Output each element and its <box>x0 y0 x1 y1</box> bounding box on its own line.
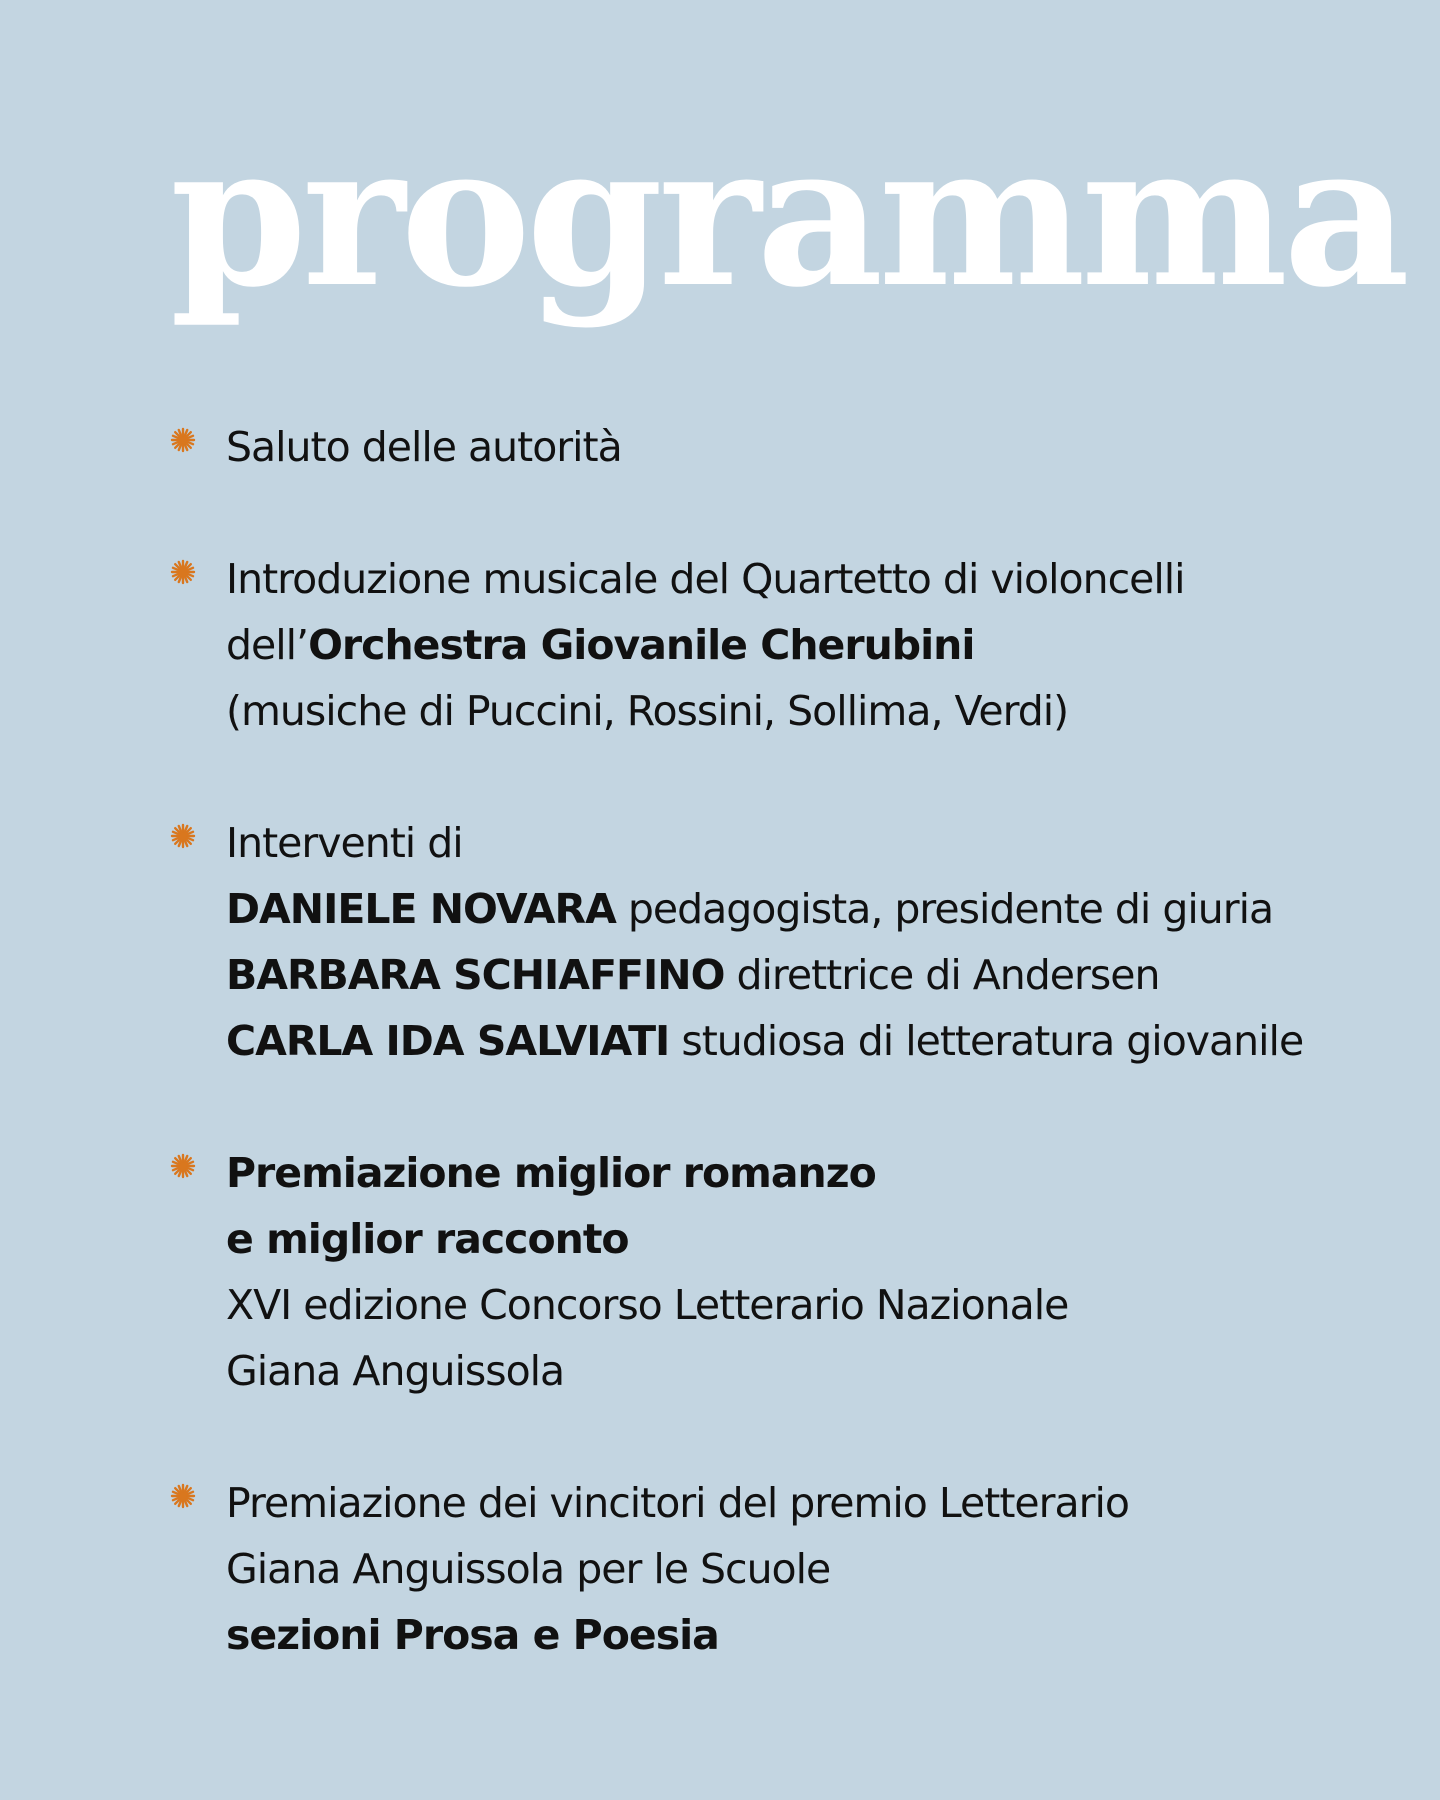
item-text: Interventi di <box>226 819 463 867</box>
speaker-line <box>226 942 1370 1008</box>
star-bullet-icon <box>170 559 196 585</box>
program-item-awards <box>170 1140 1370 1404</box>
speaker-role: pedagogista, presidente di giuria <box>615 885 1274 933</box>
program-item-music <box>170 546 1370 744</box>
speaker-line <box>226 876 1370 942</box>
program-item-school-awards <box>170 1470 1370 1668</box>
star-bullet-icon <box>170 1483 196 1509</box>
speaker-name: BARBARA SCHIAFFINO <box>226 951 725 999</box>
item-text: Premiazione dei vincitori del premio Letterario <box>226 1479 1129 1527</box>
speaker-role: direttrice di Andersen <box>724 951 1160 999</box>
item-text: (musiche di Puccini, Rossini, Sollima, Verdi) <box>226 687 1069 735</box>
program-item-greeting <box>170 414 1370 480</box>
item-text-bold: sezioni Prosa e Poesia <box>226 1611 719 1659</box>
item-text: Giana Anguissola per le Scuole <box>226 1545 831 1593</box>
item-text: XVI edizione Concorso Letterario Nazionale <box>226 1281 1069 1329</box>
item-text-orchestra <box>226 612 1370 678</box>
speaker-role: studiosa di letteratura giovanile <box>669 1017 1304 1065</box>
speaker-name: DANIELE NOVARA <box>226 885 616 933</box>
item-text: Introduzione musicale del Quartetto di violoncelli <box>226 555 1185 603</box>
star-bullet-icon <box>170 427 196 453</box>
speaker-line <box>226 1008 1370 1074</box>
program-list <box>170 414 1370 1734</box>
item-text-bold: e miglior racconto <box>226 1215 629 1263</box>
orchestra-name: Orchestra Giovanile Cherubini <box>308 621 975 669</box>
page-title: programma <box>170 101 1406 331</box>
program-item-speakers <box>170 810 1370 1074</box>
item-text: Giana Anguissola <box>226 1347 565 1395</box>
star-bullet-icon <box>170 823 196 849</box>
item-text-bold: Premiazione miglior romanzo <box>226 1149 876 1197</box>
speaker-name: CARLA IDA SALVIATI <box>226 1017 670 1065</box>
item-text: Saluto delle autorità <box>226 423 622 471</box>
star-bullet-icon <box>170 1153 196 1179</box>
item-text-prefix: dell’ <box>226 621 309 669</box>
